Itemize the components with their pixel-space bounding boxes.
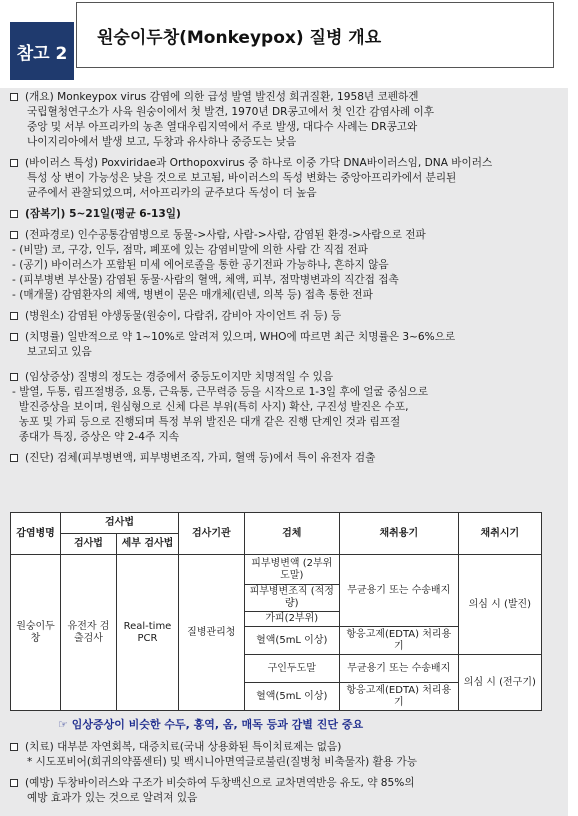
diagnosis-table bbox=[10, 512, 542, 711]
th-timing: 채취시기 bbox=[458, 513, 541, 555]
bullet-icon bbox=[10, 90, 20, 98]
cell-specimen: 혈액(5mL 이상) bbox=[244, 627, 339, 655]
section-transmission bbox=[10, 228, 562, 303]
text-line: - (매개물) 감염환자의 체액, 병변이 묻은 매개체(린넨, 의복 등) 접촉 통한 전파 bbox=[12, 289, 373, 301]
bullet-icon bbox=[10, 330, 20, 338]
text-line: (개요) Monkeypox virus 감염에 의한 급성 발열 발진성 희귀질환, 1958년 코펜하겐 bbox=[25, 91, 419, 103]
document-body bbox=[10, 90, 562, 472]
text-line: 발진증상을 보이며, 원심형으로 신체 다른 부위(특히 사지) 확산, 구진성 발진은 수포, bbox=[12, 401, 409, 413]
th-detail: 세부 검사법 bbox=[116, 534, 178, 555]
text-line: (바이러스 특성) Poxviridae과 Orthopoxvirus 중 하나로 이중 가닥 DNA바이러스임, DNA 바이러스 bbox=[25, 157, 493, 169]
section-symptoms bbox=[10, 370, 562, 445]
text-line: (치명률) 일반적으로 약 1~10%로 알려져 있으며, WHO에 따르면 최근 치명률은 3~6%으로 bbox=[25, 331, 456, 343]
text-line: (진단) 검체(피부병변액, 피부병변조직, 가피, 혈액 등)에서 특이 유전자 검출 bbox=[25, 452, 376, 464]
text-line: - (피부병변 부산물) 감염된 동물·사람의 혈액, 체액, 피부, 점막병변과의 직간접 접촉 bbox=[12, 274, 399, 286]
cell-container: 항응고제(EDTA) 처리용기 bbox=[339, 683, 458, 711]
cell-container: 항응고제(EDTA) 처리용기 bbox=[339, 627, 458, 655]
cell-specimen: 피부병변액 (2부위 도말) bbox=[244, 555, 339, 585]
text-line: (치료) 대부분 자연회복, 대증치료(국내 상용화된 특이치료제는 없음) bbox=[25, 741, 342, 753]
bullet-icon bbox=[10, 740, 20, 748]
text-line: - (비말) 코, 구강, 인두, 점막, 폐포에 있는 감염비말에 의한 사람 간 직접 전파 bbox=[12, 244, 368, 256]
bullet-icon bbox=[10, 309, 20, 317]
cell-disease: 원숭이두창 bbox=[11, 555, 61, 711]
cell-specimen: 피부병변조직 (적정량) bbox=[244, 585, 339, 612]
differential-note: ☞ 임상증상이 비슷한 수두, 홍역, 옴, 매독 등과 감별 진단 중요 bbox=[58, 718, 364, 731]
bullet-icon bbox=[10, 156, 20, 164]
section-reservoir bbox=[10, 309, 562, 324]
cell-container: 무균용기 또는 수송배지 bbox=[339, 655, 458, 683]
text-line: 국립혈청연구소가 사육 원숭이에서 첫 발견, 1970년 DR콩고에서 첫 인간 감염사례 이후 bbox=[27, 106, 434, 118]
reference-tag: 참고 2 bbox=[10, 22, 74, 80]
text-line: 농포 및 가피 등으로 진행되며 특정 부위 발진은 대개 같은 진행 단계인 것과 림프절 bbox=[12, 416, 401, 428]
section-treatment bbox=[10, 740, 562, 770]
cell-timing: 의심 시 (전구기) bbox=[458, 655, 541, 711]
text-line: 예방 효과가 있는 것으로 알려져 있음 bbox=[27, 792, 198, 804]
text-line: 균주에서 관찰되었으며, 서아프리카의 균주보다 독성이 더 높음 bbox=[27, 187, 317, 199]
text-line: 보고되고 있음 bbox=[27, 346, 92, 358]
text-line: 특성 상 변이 가능성은 낮을 것으로 보고됨, 바이러스의 독성 변화는 중앙아프리카에서 분리된 bbox=[27, 172, 457, 184]
cell-specimen: 혈액(5mL 이상) bbox=[244, 683, 339, 711]
th-method-group: 검사법 bbox=[61, 513, 179, 534]
th-specimen: 검체 bbox=[244, 513, 339, 555]
bullet-icon bbox=[10, 776, 20, 784]
th-agency: 검사기관 bbox=[179, 513, 245, 555]
cell-specimen: 구인두도말 bbox=[244, 655, 339, 683]
text-line: - 발열, 두통, 림프절병증, 요통, 근육통, 근무력증 등을 시작으로 1-3일 후에 얼굴 중심으로 bbox=[12, 386, 429, 398]
text-line: 중앙 및 서부 아프리카의 농촌 열대우림지역에서 주로 발생, 대다수 사례는 DR콩고와 bbox=[27, 121, 418, 133]
text-line: (전파경로) 인수공통감염병으로 동물->사람, 사람->사람, 감염된 환경->사람으로 전파 bbox=[25, 229, 426, 241]
text-line: (예방) 두창바이러스와 구조가 비슷하여 두창백신으로 교차면역반응 유도, 약 85%의 bbox=[25, 777, 415, 789]
cell-timing: 의심 시 (발진) bbox=[458, 555, 541, 655]
cell-container: 무균용기 또는 수송배지 bbox=[339, 555, 458, 627]
text-line: (임상증상) 질병의 정도는 경증에서 중등도이지만 치명적일 수 있음 bbox=[25, 371, 334, 383]
bullet-icon bbox=[10, 228, 20, 236]
header bbox=[6, 0, 574, 92]
section-fatality bbox=[10, 330, 562, 360]
bullet-icon bbox=[10, 207, 20, 215]
text-line: (잠복기) 5~21일(평균 6-13일) bbox=[25, 208, 181, 220]
section-incubation bbox=[10, 207, 562, 222]
text-line: (병원소) 감염된 야생동물(원숭이, 다람쥐, 감비아 자이언트 쥐 등) 등 bbox=[25, 310, 342, 322]
section-prevention bbox=[10, 776, 562, 806]
page-title: 원숭이두창(Monkeypox) 질병 개요 bbox=[76, 2, 554, 68]
cell-method: 유전자 검출검사 bbox=[61, 555, 117, 711]
cell-detail: Real-time PCR bbox=[116, 555, 178, 711]
cell-agency: 질병관리청 bbox=[179, 555, 245, 711]
bullet-icon bbox=[10, 370, 20, 378]
section-virus bbox=[10, 156, 562, 201]
document-tail bbox=[10, 740, 562, 812]
th-disease: 감염병명 bbox=[11, 513, 61, 555]
text-line: 종대가 특징, 증상은 약 2-4주 지속 bbox=[12, 431, 180, 443]
th-container: 채취용기 bbox=[339, 513, 458, 555]
text-line: * 시도포비어(희귀의약품센터) 및 백시니아면역글로불린(질병청 비축물자) 활용 가능 bbox=[27, 756, 417, 768]
text-line: 나이지리아에서 발생 보고, 두창과 유사하나 중증도는 낮음 bbox=[27, 136, 297, 148]
bullet-icon bbox=[10, 451, 20, 459]
th-method: 검사법 bbox=[61, 534, 117, 555]
section-overview bbox=[10, 90, 562, 150]
section-diagnosis bbox=[10, 451, 562, 466]
text-line: - (공기) 바이러스가 포함된 미세 에어로졸을 통한 공기전파 가능하나, 흔하지 않음 bbox=[12, 259, 389, 271]
cell-specimen: 가피(2부위) bbox=[244, 612, 339, 627]
